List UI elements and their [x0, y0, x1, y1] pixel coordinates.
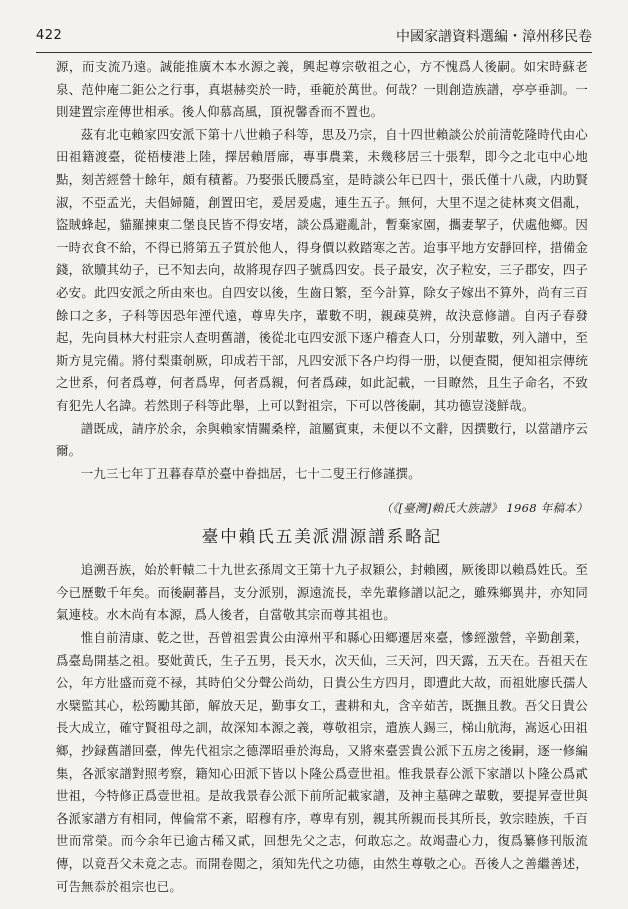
running-head: 中國家譜資料選編・漳州移民卷 — [396, 29, 592, 45]
paragraph: 源，而支流乃遠。誠能推廣木本水源之義，興起尊宗敬祖之心，方不愧爲人後嗣。如宋時蘇老泉、范仲庵二鉅公之行事，真堪赫奕於一時，垂範於萬世。何哉？一則創造族譜，亭亭垂訓。一則建置宗産傳世相承。後人仰慕高風，頂祝馨香而不置也。 — [56, 59, 588, 120]
source-note: （《[臺灣]賴氏大族譜》 1968 年稿本） — [380, 501, 588, 516]
paragraph: 一九三七年丁丑暮春草於臺中眷拙居，七十二叟王行修謹撰。 — [80, 465, 421, 481]
page-number: 422 — [36, 28, 63, 43]
paragraph: 譜既成，請序於余，余與賴家情關桑梓，誼屬賓東，未便以不文辭，因撰數行，以當譜序云爾。 — [56, 420, 588, 459]
paragraph: 追溯吾族，始於軒轅二十九世玄孫周文王第十九子叔穎公，封賴國，厥後即以賴爲姓氏。至今已歷數千年矣。而後嗣蕃昌，支分派别，源遠流長，幸先輩修譜以記之，雖殊鄉異井，亦知同氣連枝。水木尚有本源，爲人後者，自當敬其宗而尊其祖也。 — [56, 562, 588, 623]
page-header — [36, 22, 592, 53]
text-body — [56, 56, 588, 898]
paragraph: 茲有北屯賴家四安派下第十八世賴子科等，思及乃宗，自十四世賴談公於前清乾隆時代由心田祖籍渡臺，從梧棲港上陸，擇居賴厝廍，專事農業，未幾移居三十張犁，即今之北屯中心地點，刻苦經營十餘年，頗有積蓄。乃娶張氏腰爲室，是時談公年已四十，張氏僅十八歲，内助賢淑，不亞孟光，夫倡婦隨，創置田宅，爰居爰處，連生五子。無何，大里不逞之徒林爽文倡亂，盜賊蜂起，貓羅揀東二堡良民皆不得安堵，談公爲避亂計，暫棄家園，攜妻挈子，伏處他鄉。因一時衣食不給，不得已將第五子質於他人，得身價以救踏寒之苦。迨事平地方安靜回梓，措備金錢，欲贖其幼子，已不知去向，故將現存四子號爲四安。長子最安，次子粒安，三子郡安，四子必安。此四安派之所由來也。自四安以後，生齒日繁，至今計算，除女子嫁出不算外，尚有三百餘口之多，子科等因恐年湮代遠，尊卑失序，輩數不明，親疎莫辨，故決意修譜。自丙子春發起，先向員林大村莊宗人查明舊譜，後從北屯四安派下逐户稽查人口，分別輩數，列入譜中，至斯方見完備。將付梨棗剞厥，印成若干部，凡四安派下各户均得一册，以便查閱，便知祖宗傳统之世系，何者爲尊，何者爲卑，何者爲親，何者爲疎，如此記載，一目瞭然，且生子命名，不致有犯先人名諱。若然則子科等此舉，上可以對祖宗，下可以啓後嗣，其功德豈淺鮮哉。 — [56, 126, 588, 413]
section-title: 臺中賴氏五美派淵源譜系略記 — [201, 527, 443, 547]
paragraph: 惟自前清康、乾之世，吾曾祖雲貴公由漳州平和縣心田鄉遷居來臺，慘經激營，辛勤創業，爲臺島開基之祖。娶妣黄氏，生子五男，長天水，次天仙，三天河，四天露，五天在。吾祖天在公，年方壯盛而竟不禄，其時伯父分聲公尚幼，日貴公生方四月，即遭此大故，而祖妣廖氏孺人水檗監其心，松筠勵其節，解放天足，勤事女工，晝耕和丸，含辛茹苦，既撫且教。吾父日貴公長大成立，確守賢祖母之訓，故深知本源之義，尊敬祖宗，遣族人錫三，梯山航海，嵩返心田祖鄉，抄録舊譜回臺，俾先代祖宗之德澤昭垂於海島，又將來臺雲貴公派下五房之後嗣，逐一修編集，各派家譜對照考察，籍知心田派下皆以卜隆公爲壹世祖。惟我景春公派下家譜以卜隆公爲貳世祖，今特修正爲壹世祖。是故我景春公派下前所記載家譜，及神主墓碑之輩數，要提昇壹世與各派家譜方有相同，俾倫常不紊，昭穆有序，尊卑有别，親其所親而長其所長，敦宗睦族，千百世而常榮。而今余年已逾古稀又貳，回想先父之志，何敢忘之。故竭盡心力，復爲纂修刊版流傳，以竟吾父未竟之志。而開卷閲之，須知先代之功德，由然生尊敬之心。吾後人之善繼善述，可告無忝於祖宗也已。 — [56, 630, 588, 894]
